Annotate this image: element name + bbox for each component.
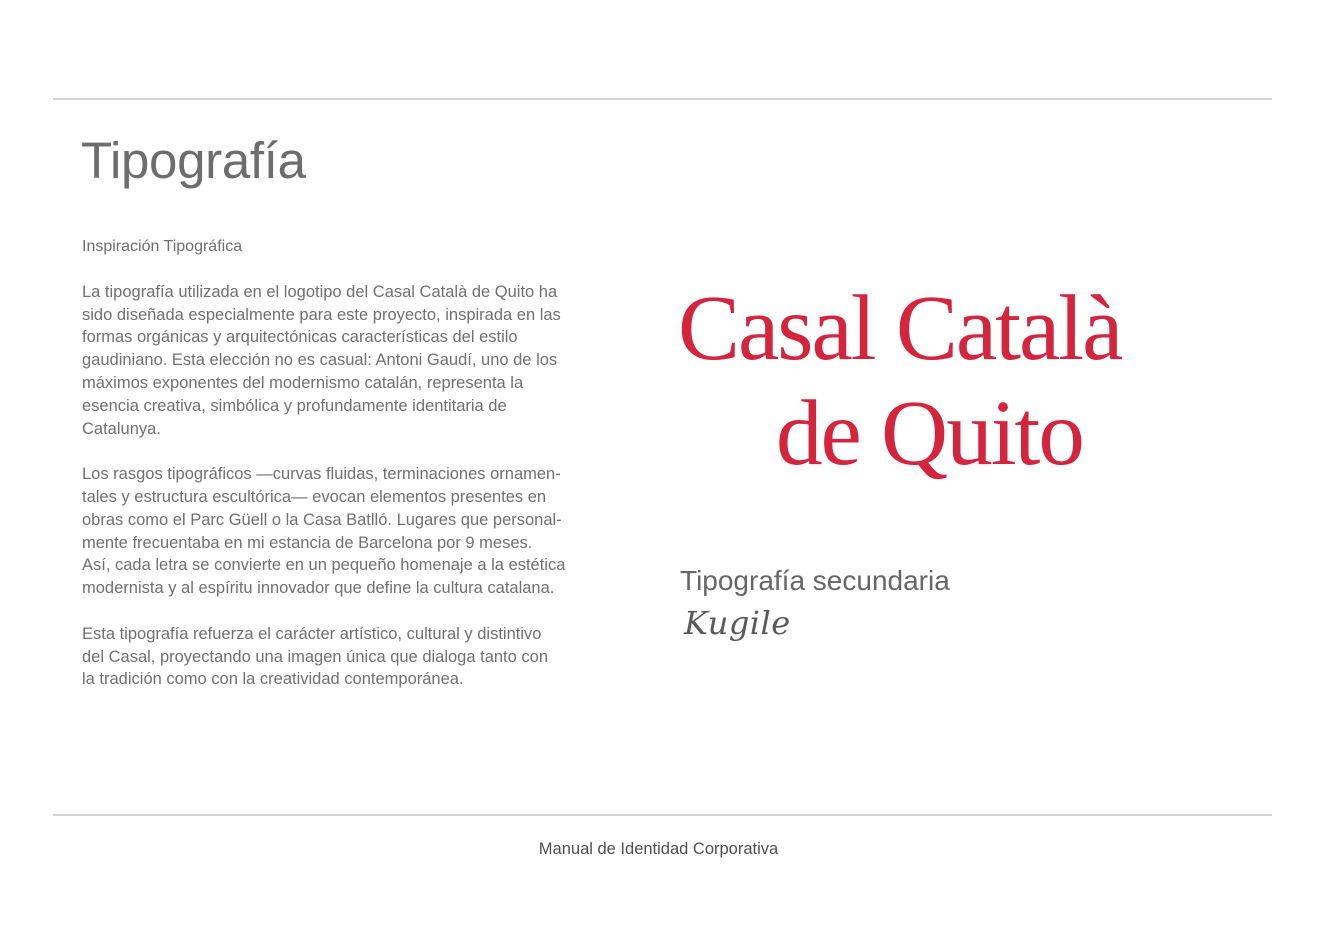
paragraph-inspiration: La tipografía utilizada en el logotipo del Casal Català de Quito ha sido diseñada especialmente para este proyecto, inspirada en las formas orgánicas y arquitectónicas características del estilo gaudiniano. Esta elección no es casual: Antoni Gaudí, uno de los máximos exponentes del modernismo catalán, representa la esencia creativa, simbólica y profundamente identitaria de Catalunya. [82,282,561,438]
paragraph-features: Los rasgos tipográficos —curvas fluidas, terminaciones ornamen- tales y estructura escultórica— evocan elementos presentes en obras como el Parc Güell o la Casa Batlló. Lugares que personal- mente frecuentaba en mi estancia de Barcelona por 9 meses. Así, cada letra se convierte en un pequeño homenaje a la estética modernista y al espíritu innovador que define la cultura catalana. [82,465,566,598]
page-title: Tipografía [81,132,306,189]
paragraph-conclusion: Esta tipografía refuerza el carácter artístico, cultural y distintivo del Casal, proyectando una imagen única que dialoga tanto con la tradición como con la creatividad contemporánea. [82,624,548,689]
logo-line-1: Casal Català [678,277,1122,380]
top-divider [53,98,1272,100]
secondary-font-sample: Kugile [684,604,791,642]
footer-label: Manual de Identidad Corporativa [538,840,779,858]
section-subheading: Inspiración Tipográfica [82,238,243,255]
body-text-column [82,236,602,714]
logo-line-2: de Quito [776,382,1083,485]
logo-wordmark [678,276,1298,486]
secondary-typography-title: Tipografía secundaria [680,565,950,596]
bottom-divider [53,814,1272,816]
